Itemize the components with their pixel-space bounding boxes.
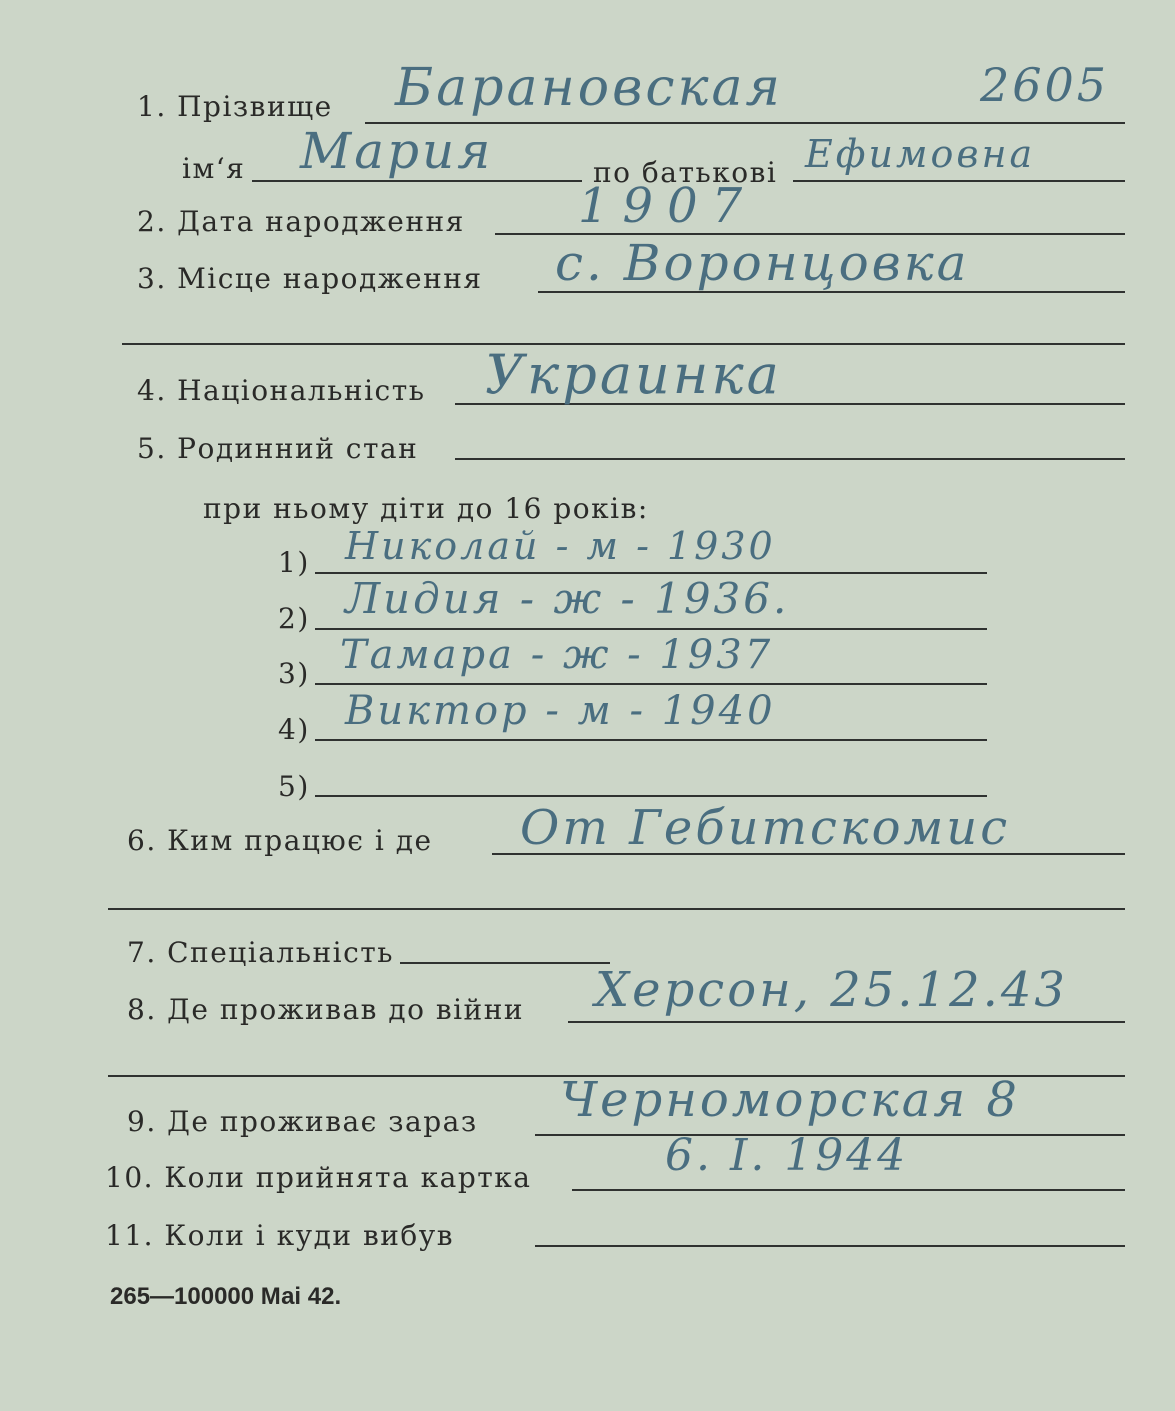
child-4-value: Виктор - м - 1940 bbox=[345, 688, 776, 734]
marital-status-line bbox=[455, 458, 1125, 460]
child-2-line bbox=[315, 628, 987, 630]
child-1-number: 1) bbox=[278, 546, 310, 579]
card-number-value: 2605 bbox=[980, 58, 1110, 112]
current-residence-value: Черноморская 8 bbox=[560, 1072, 1020, 1128]
children-label: при ньому діти до 16 років: bbox=[203, 492, 649, 525]
current-residence-label: 9. Де проживає зараз bbox=[127, 1105, 478, 1138]
specialty-line bbox=[400, 962, 610, 964]
surname-value: Барановская bbox=[395, 58, 783, 118]
card-accepted-line bbox=[572, 1189, 1125, 1191]
birth-date-value: 1907 bbox=[578, 178, 757, 234]
card-accepted-value: 6. I. 1944 bbox=[665, 1130, 909, 1181]
prewar-residence-value: Херсон, 25.12.43 bbox=[595, 962, 1068, 1018]
child-4-line bbox=[315, 739, 987, 741]
nationality-label: 4. Національність bbox=[137, 374, 426, 407]
birth-place-label: 3. Місце народження bbox=[137, 262, 483, 295]
child-3-line bbox=[315, 683, 987, 685]
work-value: От Гебитскомис bbox=[520, 800, 1011, 856]
child-4-number: 4) bbox=[278, 713, 310, 746]
child-5-number: 5) bbox=[278, 770, 310, 803]
first-name-label: ім‘я bbox=[182, 152, 246, 185]
patronymic-value: Ефимовна bbox=[805, 132, 1036, 176]
patronymic-label: по батькові bbox=[593, 156, 778, 189]
child-3-value: Тамара - ж - 1937 bbox=[340, 632, 774, 678]
prewar-residence-label: 8. Де проживав до війни bbox=[127, 993, 525, 1026]
prewar-residence-line bbox=[568, 1021, 1125, 1023]
child-5-line bbox=[315, 795, 987, 797]
work-extra-line bbox=[108, 908, 1125, 910]
birth-date-label: 2. Дата народження bbox=[137, 205, 465, 238]
marital-status-label: 5. Родинний стан bbox=[137, 432, 419, 465]
departed-line bbox=[535, 1245, 1125, 1247]
child-1-value: Николай - м - 1930 bbox=[345, 524, 776, 568]
specialty-label: 7. Спеціальність bbox=[127, 936, 394, 969]
child-3-number: 3) bbox=[278, 657, 310, 690]
first-name-line bbox=[252, 180, 582, 182]
patronymic-line bbox=[793, 180, 1125, 182]
first-name-value: Мария bbox=[300, 122, 494, 180]
birth-place-value: с. Воронцовка bbox=[555, 234, 970, 292]
surname-label: 1. Прізвище bbox=[137, 90, 333, 123]
work-label: 6. Ким працює і де bbox=[127, 824, 433, 857]
nationality-value: Украинка bbox=[485, 343, 782, 406]
child-2-value: Лидия - ж - 1936. bbox=[345, 574, 790, 623]
print-code: 265—100000 Маі 42. bbox=[110, 1283, 342, 1310]
child-2-number: 2) bbox=[278, 602, 310, 635]
departed-label: 11. Коли і куди вибув bbox=[105, 1219, 454, 1252]
card-accepted-label: 10. Коли прийнята картка bbox=[105, 1161, 532, 1194]
